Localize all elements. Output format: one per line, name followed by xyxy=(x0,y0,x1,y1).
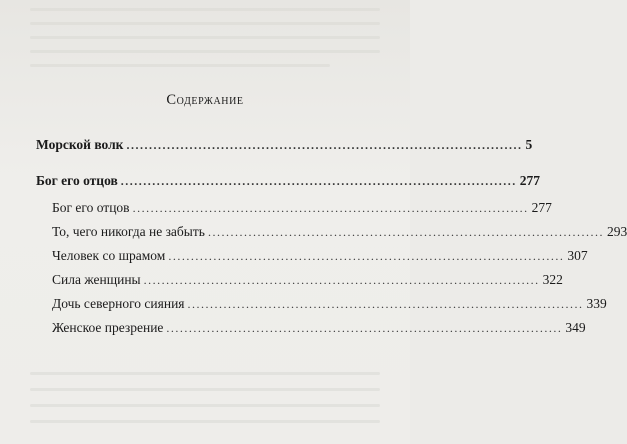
toc-entry-label: Человек со шрамом xyxy=(52,248,166,263)
bleed-through-line xyxy=(30,8,380,11)
toc-entry-page: 5 xyxy=(525,137,533,152)
toc-entry-label: Женское презрение xyxy=(52,320,164,335)
toc-entry[interactable] xyxy=(52,248,588,264)
leader-dots: ........................................................................................ xyxy=(120,174,517,188)
toc-entry[interactable] xyxy=(52,200,552,216)
toc-entry-page: 322 xyxy=(542,272,563,287)
toc-title: Содержание xyxy=(166,92,244,108)
toc-entry-page: 349 xyxy=(565,320,586,335)
toc-entry-label: Бог его отцов xyxy=(36,173,118,188)
toc-entry[interactable] xyxy=(52,224,627,240)
toc-entry-page: 277 xyxy=(519,173,541,188)
leader-dots: ........................................................................................ xyxy=(187,297,584,311)
toc-entry-label: Бог его отцов xyxy=(52,200,130,215)
leader-dots: ........................................................................................ xyxy=(166,321,563,335)
toc-entry-page: 307 xyxy=(567,248,588,263)
toc-entry-label: То, чего никогда не забыть xyxy=(52,224,205,239)
leader-dots: ........................................................................................ xyxy=(132,201,529,215)
leader-dots: ........................................................................................ xyxy=(126,138,523,152)
bleed-through-line xyxy=(30,404,380,407)
toc-entry[interactable] xyxy=(52,272,563,288)
bleed-through-line xyxy=(30,22,380,25)
toc-entry-page: 277 xyxy=(531,200,552,215)
bleed-through-line xyxy=(30,36,380,39)
toc-entry-page: 339 xyxy=(586,296,607,311)
toc-entry-label: Дочь северного сияния xyxy=(52,296,185,311)
bleed-through-line xyxy=(30,420,380,423)
toc-entry-label: Сила женщины xyxy=(52,272,141,287)
bleed-through-line xyxy=(30,388,380,391)
toc-entry-label: Морской волк xyxy=(36,137,124,152)
toc-entry[interactable] xyxy=(52,320,586,336)
bleed-through-line xyxy=(30,372,380,375)
bleed-through-line xyxy=(30,64,330,67)
toc-entry-page: 293 xyxy=(606,224,627,239)
bleed-through-line xyxy=(30,50,380,53)
toc-entry[interactable] xyxy=(52,296,607,312)
toc-entry[interactable] xyxy=(36,173,541,189)
leader-dots: ........................................................................................ xyxy=(168,249,565,263)
leader-dots: ........................................................................................ xyxy=(143,273,540,287)
leader-dots: ........................................................................................ xyxy=(207,225,604,239)
toc-entry[interactable] xyxy=(36,137,533,153)
